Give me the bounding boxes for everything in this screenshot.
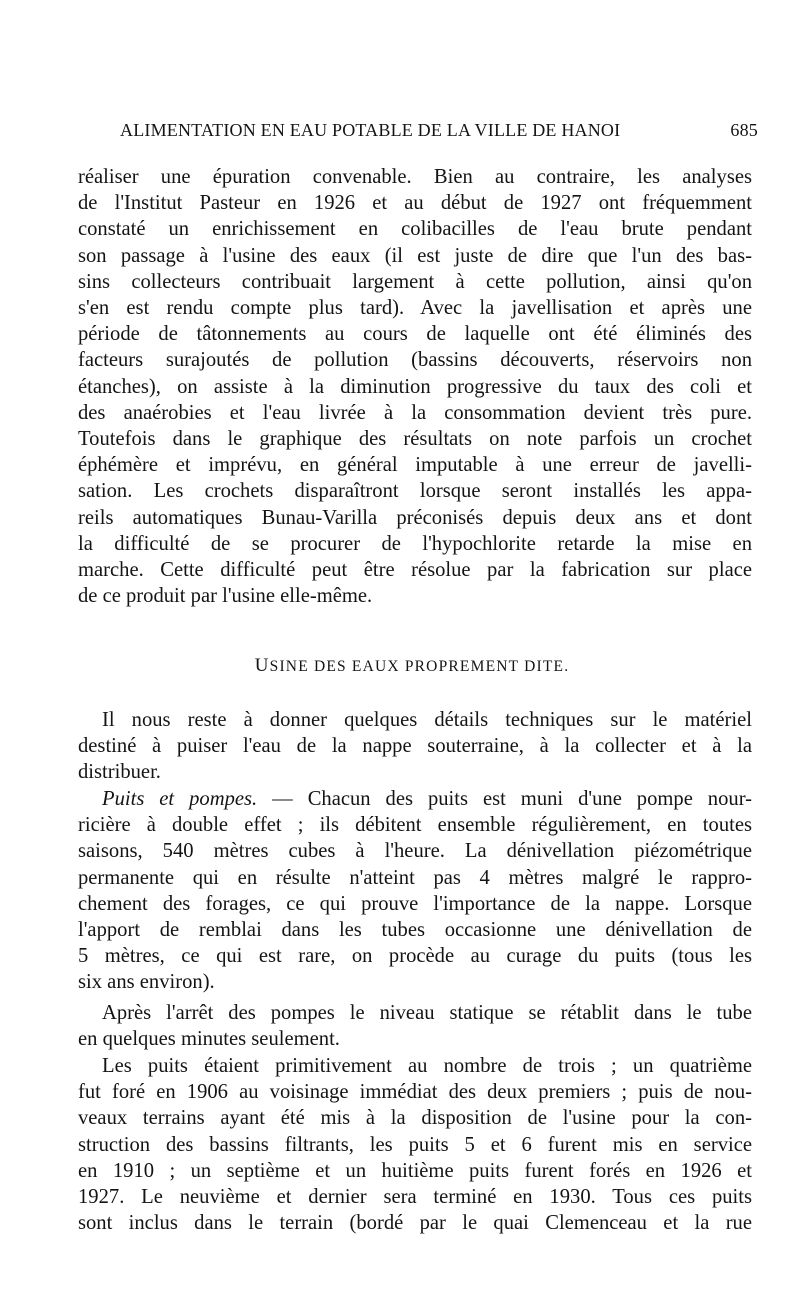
text-line: en quelques minutes seulement. [78, 1028, 340, 1051]
text-line: facteurs surajoutés de pollution (bassins découverts, réservoirs non [78, 349, 752, 372]
running-head-title: ALIMENTATION EN EAU POTABLE DE LA VILLE DE HANOI [120, 120, 621, 140]
text-line: de ce produit par l'usine elle-même. [78, 585, 373, 608]
text-line: permanente qui en résulte n'atteint pas 4 mètres malgré le rappro- [78, 866, 752, 889]
text-line: struction des bassins filtrants, les puits 5 et 6 furent mis en service [78, 1133, 752, 1156]
text-line: six ans environ). [78, 971, 215, 994]
text-line: 1927. Le neuvième et dernier sera terminé en 1930. Tous ces puits [78, 1186, 752, 1209]
text-line: éphémère et imprévu, en général imputable à une erreur de javelli- [78, 454, 752, 477]
text-line: des anaérobies et l'eau livrée à la consommation devient très pure. [78, 401, 752, 424]
text-line: saisons, 540 mètres cubes à l'heure. La dénivellation piézométrique [78, 840, 752, 863]
text-line: Puits et pompes. — Chacun des puits est muni d'une pompe nour- [102, 788, 752, 810]
text-line: distribuer. [78, 761, 161, 784]
run-in-heading: Puits et pompes. [102, 788, 258, 810]
text-line: réaliser une épuration convenable. Bien au contraire, les analyses [78, 166, 752, 188]
text-line: période de tâtonnements au cours de laquelle ont été éliminés des [78, 323, 752, 346]
text-line: ricière à double effet ; ils débitent ensemble régulièrement, en toutes [78, 814, 752, 837]
page-number: 685 [730, 120, 758, 140]
text-line: en 1910 ; un septième et un huitième puits furent forés en 1926 et [78, 1159, 752, 1182]
text-line: Après l'arrêt des pompes le niveau statique se rétablit dans le tube [102, 1002, 752, 1024]
text-line: s'en est rendu compte plus tard). Avec la javellisation et après une [78, 297, 752, 320]
text-line: étanches), on assiste à la diminution progressive du taux des coli et [78, 375, 752, 398]
text-line: la difficulté de se procurer de l'hypochlorite retarde la mise en [78, 532, 752, 555]
text-line: fut foré en 1906 au voisinage immédiat des deux premiers ; puis de nou- [78, 1081, 752, 1104]
text-line: Les puits étaient primitivement au nombre de trois ; un quatrième [102, 1055, 752, 1077]
text-line: Il nous reste à donner quelques détails techniques sur le matériel [102, 709, 752, 731]
text-line: 5 mètres, ce qui est rare, on procède au curage du puits (tous les [78, 945, 752, 968]
text-line: veaux terrains ayant été mis à la disposition de l'usine pour la con- [78, 1107, 752, 1130]
text-line: marche. Cette difficulté peut être résolue par la fabrication sur place [78, 559, 752, 582]
paragraph-niveau-statique [78, 1000, 752, 1052]
text-line: destiné à puiser l'eau de la nappe souterraine, à la collecter et à la [78, 735, 752, 758]
text-line: sont inclus dans le terrain (bordé par le quai Clemenceau et la rue [78, 1212, 752, 1235]
text-line: son passage à l'usine des eaux (il est juste de dire que l'un des bas- [78, 244, 752, 267]
paragraph-puits-et-pompes [78, 786, 752, 996]
text-line: constaté un enrichissement en colibacilles de l'eau brute pendant [78, 218, 752, 241]
text-line: sation. Les crochets disparaîtront lorsque seront installés les appa- [78, 480, 752, 503]
paragraph-continued [78, 164, 752, 609]
text-line: l'apport de remblai dans les tubes occasionne une dénivellation de [78, 919, 752, 942]
text-line: de l'Institut Pasteur en 1926 et au début de 1927 ont fréquemment [78, 192, 752, 215]
text-line: Toutefois dans le graphique des résultats on note parfois un crochet [78, 428, 752, 451]
paragraph-historique-puits [78, 1053, 752, 1236]
text-line: chement des forages, ce qui prouve l'importance de la nappe. Lorsque [78, 892, 752, 915]
section-heading: USINE DES EAUX PROPREMENT DITE. [254, 655, 570, 676]
text-line: sins collecteurs contribuait largement à cette pollution, ainsi qu'on [78, 270, 752, 293]
paragraph-intro [78, 707, 752, 786]
text-line: reils automatiques Bunau-Varilla préconisés depuis deux ans et dont [78, 506, 752, 529]
